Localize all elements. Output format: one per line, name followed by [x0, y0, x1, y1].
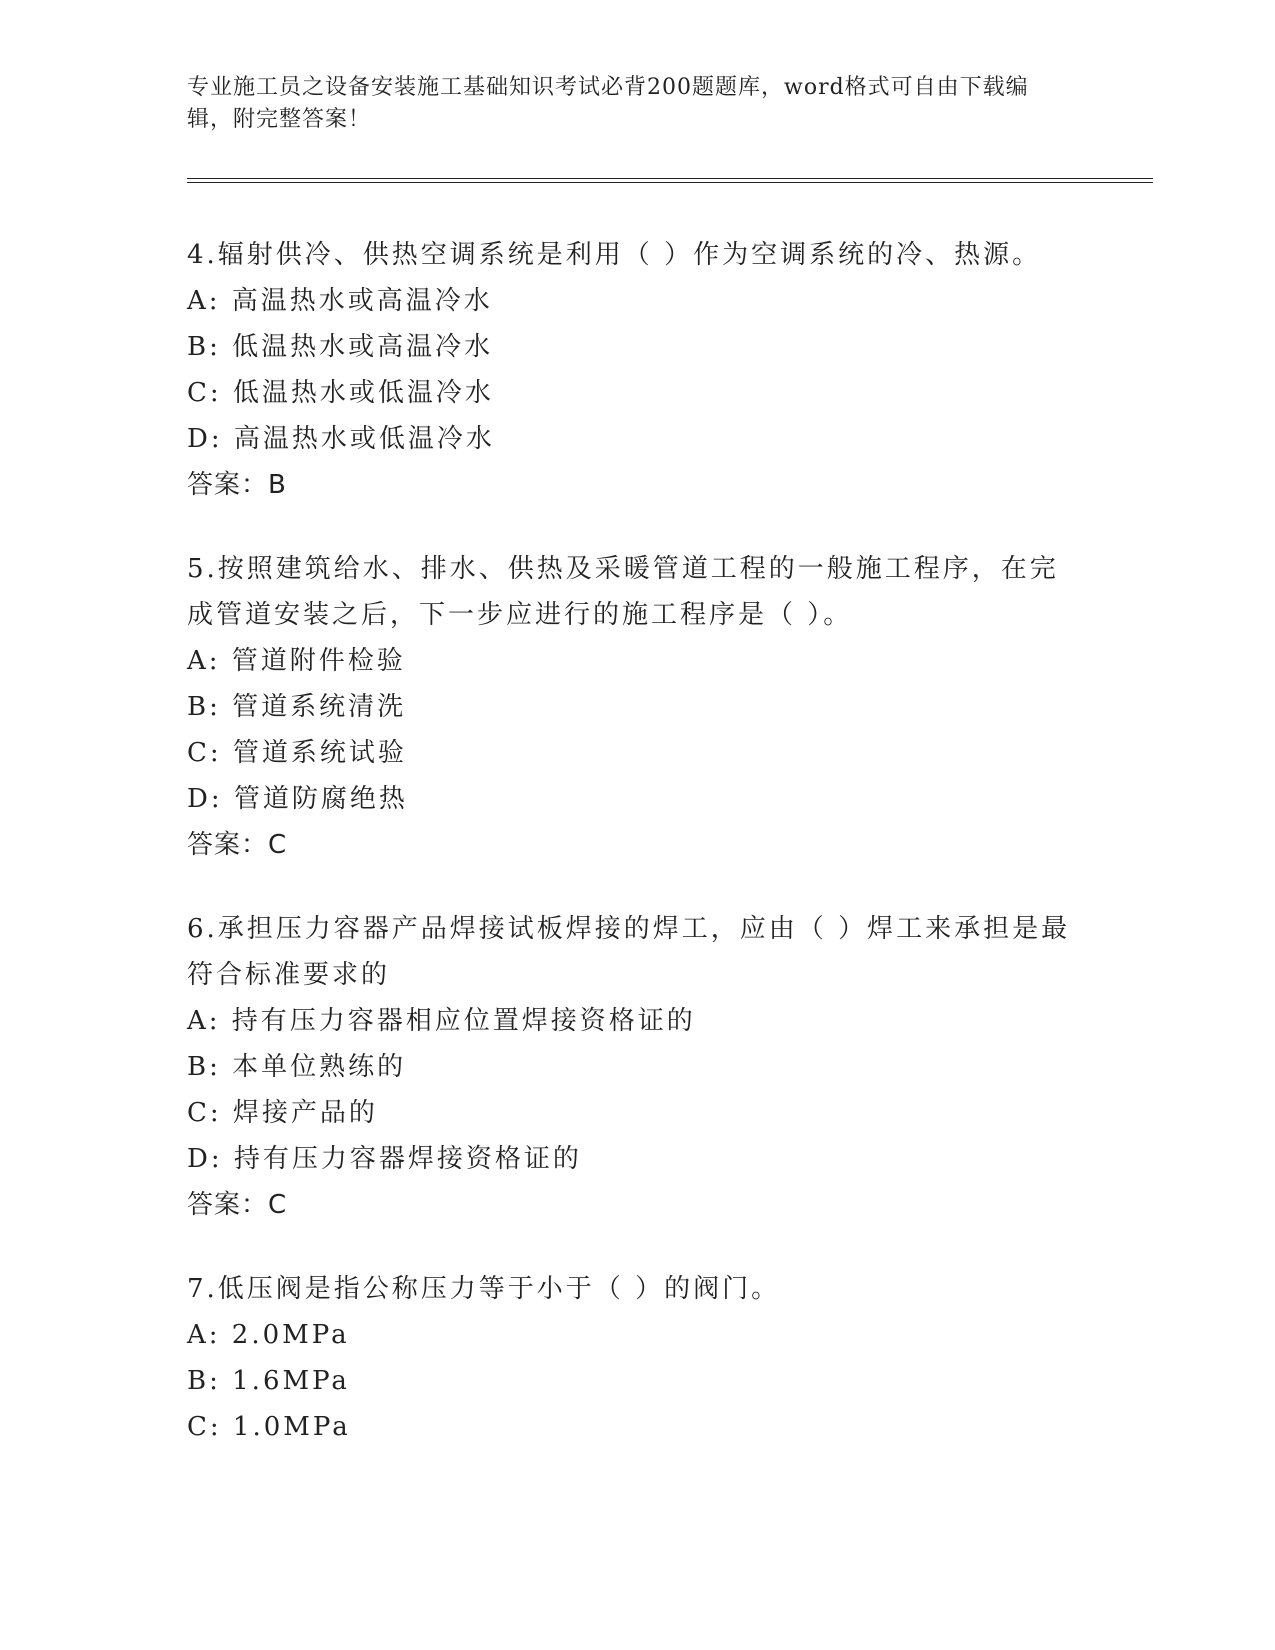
question-stem: 6.承担压力容器产品焊接试板焊接的焊工，应由（ ）焊工来承担是最符合标准要求的: [187, 914, 1071, 990]
question-item: [187, 232, 1087, 508]
option-d: D: 高温热水或低温冷水: [187, 424, 495, 454]
option-b: B: 管道系统清洗: [187, 692, 407, 722]
question-list: [187, 232, 1087, 1488]
question-stem: 7.低压阀是指公称压力等于小于（ ）的阀门。: [187, 1274, 781, 1304]
question-stem: 4.辐射供冷、供热空调系统是利用（ ）作为空调系统的冷、热源。: [187, 240, 1042, 270]
answer-text: 答案：C: [187, 830, 288, 860]
question-item: [187, 1266, 1087, 1450]
option-a: A: 管道附件检验: [187, 646, 406, 676]
option-b: B: 本单位熟练的: [187, 1052, 407, 1082]
option-d: D: 管道防腐绝热: [187, 784, 408, 814]
option-b: B: 低温热水或高温冷水: [187, 332, 494, 362]
option-b: B: 1.6MPa: [187, 1366, 350, 1396]
header-divider: [187, 178, 1153, 183]
option-a: A: 2.0MPa: [187, 1320, 350, 1350]
option-c: C: 管道系统试验: [187, 738, 407, 768]
question-item: [187, 546, 1087, 868]
option-c: C: 1.0MPa: [187, 1412, 351, 1442]
option-c: C: 焊接产品的: [187, 1098, 378, 1128]
option-a: A: 持有压力容器相应位置焊接资格证的: [187, 1006, 696, 1036]
document-header: 专业施工员之设备安装施工基础知识考试必背200题题库，word格式可自由下载编辑，附完整答案！: [187, 75, 1029, 132]
answer-text: 答案：B: [187, 470, 287, 500]
option-a: A: 高温热水或高温冷水: [187, 286, 493, 316]
answer-text: 答案：C: [187, 1190, 288, 1220]
question-stem: 5.按照建筑给水、排水、供热及采暖管道工程的一般施工程序，在完成管道安装之后，下一步应进行的施工程序是（ ）。: [187, 554, 1059, 630]
option-d: D: 持有压力容器焊接资格证的: [187, 1144, 582, 1174]
question-item: [187, 906, 1087, 1228]
option-c: C: 低温热水或低温冷水: [187, 378, 494, 408]
